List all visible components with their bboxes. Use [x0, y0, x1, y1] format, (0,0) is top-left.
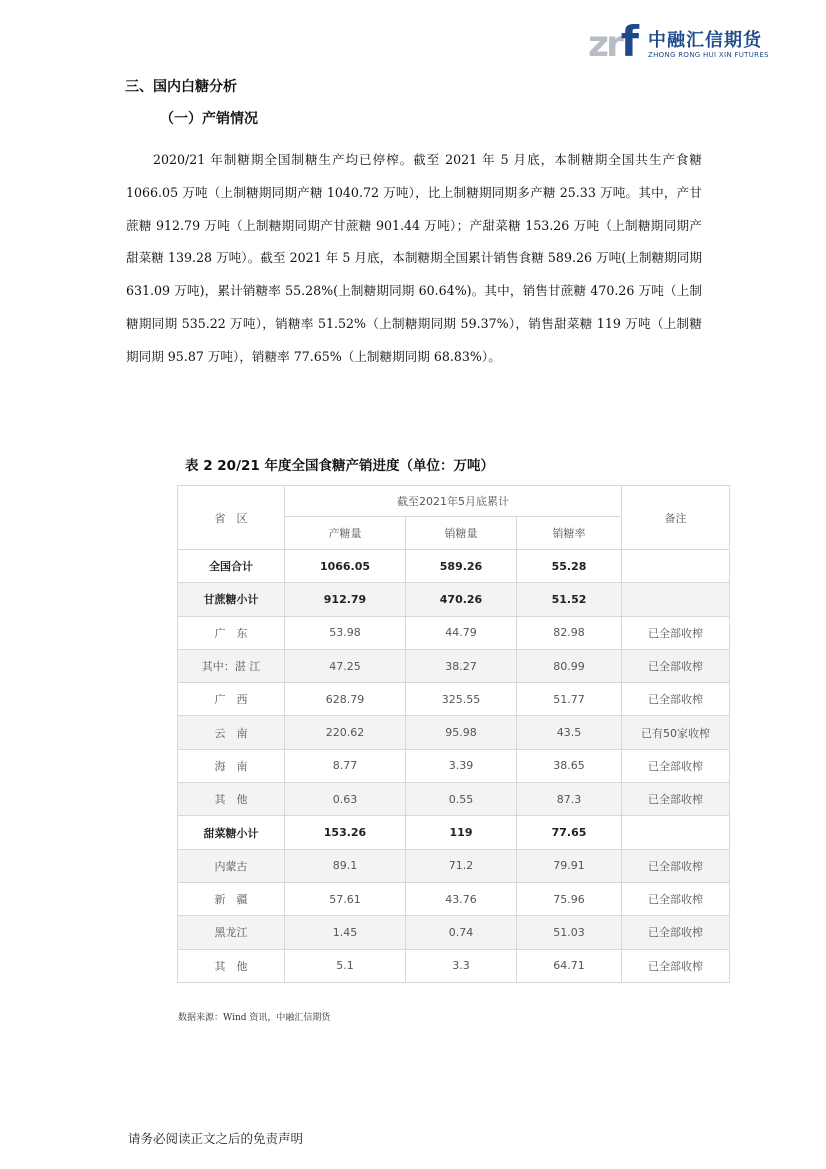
cell-note: 已有50家收榨 [622, 716, 730, 749]
body-paragraph: 2020/21 年制糖期全国制糖生产均已停榨。截至 2021 年 5 月底，本制糖期全国共生产食糖 1066.05 万吨（上制糖期同期产糖 1040.72 万吨），比上制糖期同期多产糖 25.33 万吨。其中，产甘蔗糖 912.79 万吨（上制糖期同期产甘蔗糖 901.44 万吨）；产甜菜糖 153.26 万吨（上制糖期同期产甜菜糖 139.28 万吨）。截至 2021 年 5 月底，本制糖期全国累计销售食糖 589.26 万吨(上制糖期同期 631.09 万吨)，累计销糖率 55.28%(上制糖期同期 60.64%)。其中，销售甘蔗糖 470.26 万吨（上制糖期同期 535.22 万吨），销糖率 51.52%（上制糖期同期 59.37%），销售甜菜糖 119 万吨（上制糖期同期 95.87 万吨），销糖率 77.65%（上制糖期同期 68.83%）。 [126, 152, 702, 364]
cell-production: 912.79 [285, 583, 406, 616]
cell-region: 其 他 [178, 949, 285, 982]
cell-region: 新 疆 [178, 882, 285, 915]
section-title: 三、国内白糖分析 [125, 79, 237, 95]
logo-name-cn: 中融汇信期货 [648, 30, 762, 51]
cell-production: 153.26 [285, 816, 406, 849]
table-row [178, 949, 730, 982]
cell-note [622, 550, 730, 583]
cell-production: 53.98 [285, 616, 406, 649]
table-row [178, 849, 730, 882]
header-note: 备注 [622, 486, 730, 550]
cell-region: 海 南 [178, 749, 285, 782]
cell-production: 1066.05 [285, 550, 406, 583]
subsection-title: （一）产销情况 [160, 111, 258, 127]
table-header-row [178, 486, 730, 517]
cell-rate: 75.96 [517, 882, 622, 915]
table-row [178, 716, 730, 749]
cell-rate: 79.91 [517, 849, 622, 882]
table-row [178, 550, 730, 583]
cell-production: 628.79 [285, 683, 406, 716]
cell-sales: 325.55 [406, 683, 517, 716]
cell-production: 1.45 [285, 916, 406, 949]
cell-sales: 3.39 [406, 749, 517, 782]
cell-production: 47.25 [285, 649, 406, 682]
cell-note: 已全部收榨 [622, 849, 730, 882]
cell-region: 其 他 [178, 783, 285, 816]
cell-sales: 38.27 [406, 649, 517, 682]
header-region: 省 区 [178, 486, 285, 550]
logo-mark [588, 17, 636, 66]
cell-region: 黑龙江 [178, 916, 285, 949]
cell-production: 8.77 [285, 749, 406, 782]
cell-note: 已全部收榨 [622, 949, 730, 982]
table-row [178, 683, 730, 716]
cell-sales: 0.74 [406, 916, 517, 949]
cell-sales: 589.26 [406, 550, 517, 583]
cell-rate: 64.71 [517, 949, 622, 982]
cell-region: 内蒙古 [178, 849, 285, 882]
table-caption: 表 2 20/21 年度全国食糖产销进度（单位：万吨） [185, 458, 494, 474]
table-row [178, 583, 730, 616]
cell-note: 已全部收榨 [622, 683, 730, 716]
table-row [178, 882, 730, 915]
cell-production: 220.62 [285, 716, 406, 749]
cell-production: 57.61 [285, 882, 406, 915]
table-row [178, 649, 730, 682]
cell-note [622, 816, 730, 849]
cell-production: 0.63 [285, 783, 406, 816]
cell-rate: 38.65 [517, 749, 622, 782]
cell-production: 5.1 [285, 949, 406, 982]
cell-sales: 3.3 [406, 949, 517, 982]
cell-sales: 95.98 [406, 716, 517, 749]
header-production: 产糖量 [285, 517, 406, 550]
cell-note: 已全部收榨 [622, 783, 730, 816]
cell-sales: 0.55 [406, 783, 517, 816]
header-sales: 销糖量 [406, 517, 517, 550]
cell-rate: 51.03 [517, 916, 622, 949]
disclaimer-footer: 请务必阅读正文之后的免责声明 [128, 1131, 304, 1146]
cell-sales: 71.2 [406, 849, 517, 882]
cell-rate: 87.3 [517, 783, 622, 816]
cell-rate: 77.65 [517, 816, 622, 849]
cell-region: 其中：湛 江 [178, 649, 285, 682]
cell-note: 已全部收榨 [622, 882, 730, 915]
company-logo [588, 17, 778, 66]
header-group: 截至2021年5月底累计 [285, 486, 622, 517]
cell-sales: 119 [406, 816, 517, 849]
cell-rate: 82.98 [517, 616, 622, 649]
cell-region: 甘蔗糖小计 [178, 583, 285, 616]
cell-note: 已全部收榨 [622, 616, 730, 649]
cell-note: 已全部收榨 [622, 749, 730, 782]
cell-rate: 55.28 [517, 550, 622, 583]
header-rate: 销糖率 [517, 517, 622, 550]
table-row [178, 783, 730, 816]
cell-note [622, 583, 730, 616]
cell-rate: 51.52 [517, 583, 622, 616]
cell-sales: 44.79 [406, 616, 517, 649]
table-row [178, 816, 730, 849]
cell-region: 广 东 [178, 616, 285, 649]
cell-region: 甜菜糖小计 [178, 816, 285, 849]
table-row [178, 916, 730, 949]
table-row [178, 616, 730, 649]
sugar-production-sales-table [177, 485, 730, 983]
logo-mark-gray: zr [588, 24, 621, 65]
cell-sales: 470.26 [406, 583, 517, 616]
cell-region: 云 南 [178, 716, 285, 749]
cell-rate: 51.77 [517, 683, 622, 716]
cell-rate: 80.99 [517, 649, 622, 682]
logo-mark-blue: f [620, 17, 636, 66]
cell-note: 已全部收榨 [622, 649, 730, 682]
cell-production: 89.1 [285, 849, 406, 882]
cell-region: 全国合计 [178, 550, 285, 583]
cell-note: 已全部收榨 [622, 916, 730, 949]
table-row [178, 749, 730, 782]
data-source-note: 数据来源：Wind 资讯，中融汇信期货 [178, 1013, 331, 1023]
cell-rate: 43.5 [517, 716, 622, 749]
logo-name-en: ZHONG RONG HUI XIN FUTURES [648, 51, 769, 59]
cell-sales: 43.76 [406, 882, 517, 915]
cell-region: 广 西 [178, 683, 285, 716]
